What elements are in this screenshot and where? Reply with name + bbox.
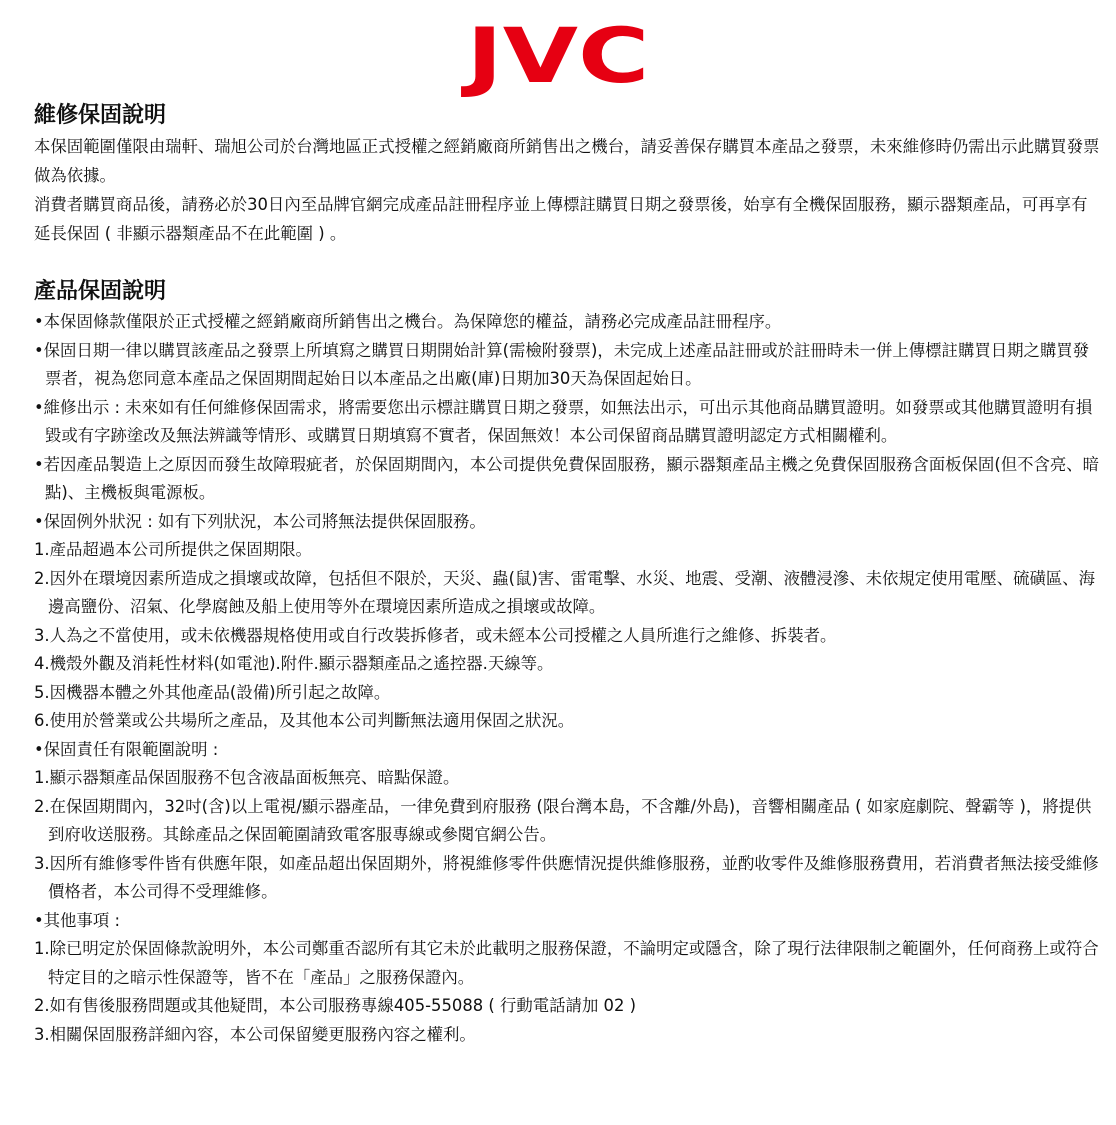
- jvc-logo: JVC: [466, 11, 650, 100]
- list-item: •其他事項 :: [34, 910, 120, 930]
- list-item: 3.相關保固服務詳細內容，本公司保留變更服務內容之權利。: [34, 1024, 476, 1044]
- product-section-title: 產品保固說明: [34, 279, 167, 304]
- list-item: •保固責任有限範圍說明 :: [34, 739, 219, 759]
- list-item: 4.機殼外觀及消耗性材料(如電池).附件.顯示器類產品之遙控器.天線等。: [34, 654, 554, 673]
- list-item: 2.如有售後服務問題或其他疑問，本公司服務專線405-55088 ( 行動電話請加 02 ): [34, 996, 637, 1015]
- list-item: •維修出示 : 未來如有任何維修保固需求，將需要您出示標註購買日期之發票，如無法出示，可出示其他商品購買證明。如發票或其他購買證明有損毀或有字跡塗改及無法辨識等情形、或購買日期填寫不實者，保固無效！本公司保留商品購買證明認定方式相關權利。: [34, 397, 1093, 445]
- list-item: 1.產品超過本公司所提供之保固期限。: [34, 540, 312, 559]
- warranty-paragraph: 消費者購買商品後，請務必於30日內至品牌官網完成產品註冊程序並上傳標註購買日期之發票後，始享有全機保固服務，顯示器類產品，可再享有延長保固 ( 非顯示器類產品不在此範圍 ) 。: [34, 195, 1088, 243]
- list-item: 2.在保固期間內，32吋(含)以上電視/顯示器產品，一律免費到府服務 (限台灣本島，不含離/外島)，音響相關產品 ( 如家庭劇院、聲霸等 )，將提供到府收送服務。其餘產品之保固範圍請致電客服專線或參閱官網公告。: [34, 796, 1092, 844]
- list-item: 5.因機器本體之外其他產品(設備)所引起之故障。: [34, 682, 391, 702]
- list-item: 1.除已明定於保固條款說明外，本公司鄭重否認所有其它未於此載明之服務保證，不論明定或隱含，除了現行法律限制之範圍外，任何商務上或符合特定目的之暗示性保證等，皆不在「產品」之服務保證內。: [34, 939, 1099, 987]
- list-item: 3.人為之不當使用，或未依機器規格使用或自行改裝拆修者，或未經本公司授權之人員所進行之維修、拆裝者。: [34, 625, 837, 645]
- section-spacer: [34, 248, 1102, 276]
- warranty-paragraph: 本保固範圍僅限由瑞軒、瑞旭公司於台灣地區正式授權之經銷廠商所銷售出之機台，請妥善保存購買本產品之發票，未來維修時仍需出示此購買發票做為依據。: [34, 137, 1100, 185]
- warranty-document: [34, 100, 1102, 1049]
- list-item: 3.因所有維修零件皆有供應年限，如產品超出保固期外，將視維修零件供應情況提供維修服務，並酌收零件及維修服務費用，若消費者無法接受維修價格者，本公司得不受理維修。: [34, 853, 1099, 901]
- list-item: 2.因外在環境因素所造成之損壞或故障，包括但不限於，天災、蟲(鼠)害、雷電擊、水災、地震、受潮、液體浸滲、未依規定使用電壓、硫磺區、海邊高鹽份、沼氣、化學腐蝕及船上使用等外在環境因素所造成之損壞或故障。: [34, 568, 1096, 616]
- warranty-section-title: 維修保固說明: [34, 103, 167, 128]
- product-terms-list: [34, 308, 1102, 1049]
- list-item: 6.使用於營業或公共場所之產品，及其他本公司判斷無法適用保固之狀況。: [34, 711, 575, 730]
- list-item: •保固例外狀況 : 如有下列狀況，本公司將無法提供保固服務。: [34, 511, 486, 531]
- list-item: •若因產品製造上之原因而發生故障瑕疵者，於保固期間內，本公司提供免費保固服務，顯示器類產品主機之免費保固服務含面板保固(但不含亮、暗點)、主機板與電源板。: [34, 454, 1100, 502]
- warranty-section: [34, 100, 1102, 248]
- product-warranty-section: [34, 276, 1102, 1049]
- list-item: •保固日期一律以購買該產品之發票上所填寫之購買日期開始計算(需檢附發票)，未完成上述產品註冊或於註冊時未一併上傳標註購買日期之購買發票者，視為您同意本產品之保固期間起始日以本產品之出廠(庫)日期加30天為保固起始日。: [34, 340, 1090, 388]
- list-item: 1.顯示器類產品保固服務不包含液晶面板無亮、暗點保證。: [34, 768, 460, 787]
- list-item: •本保固條款僅限於正式授權之經銷廠商所銷售出之機台。為保障您的權益，請務必完成產品註冊程序。: [34, 312, 782, 331]
